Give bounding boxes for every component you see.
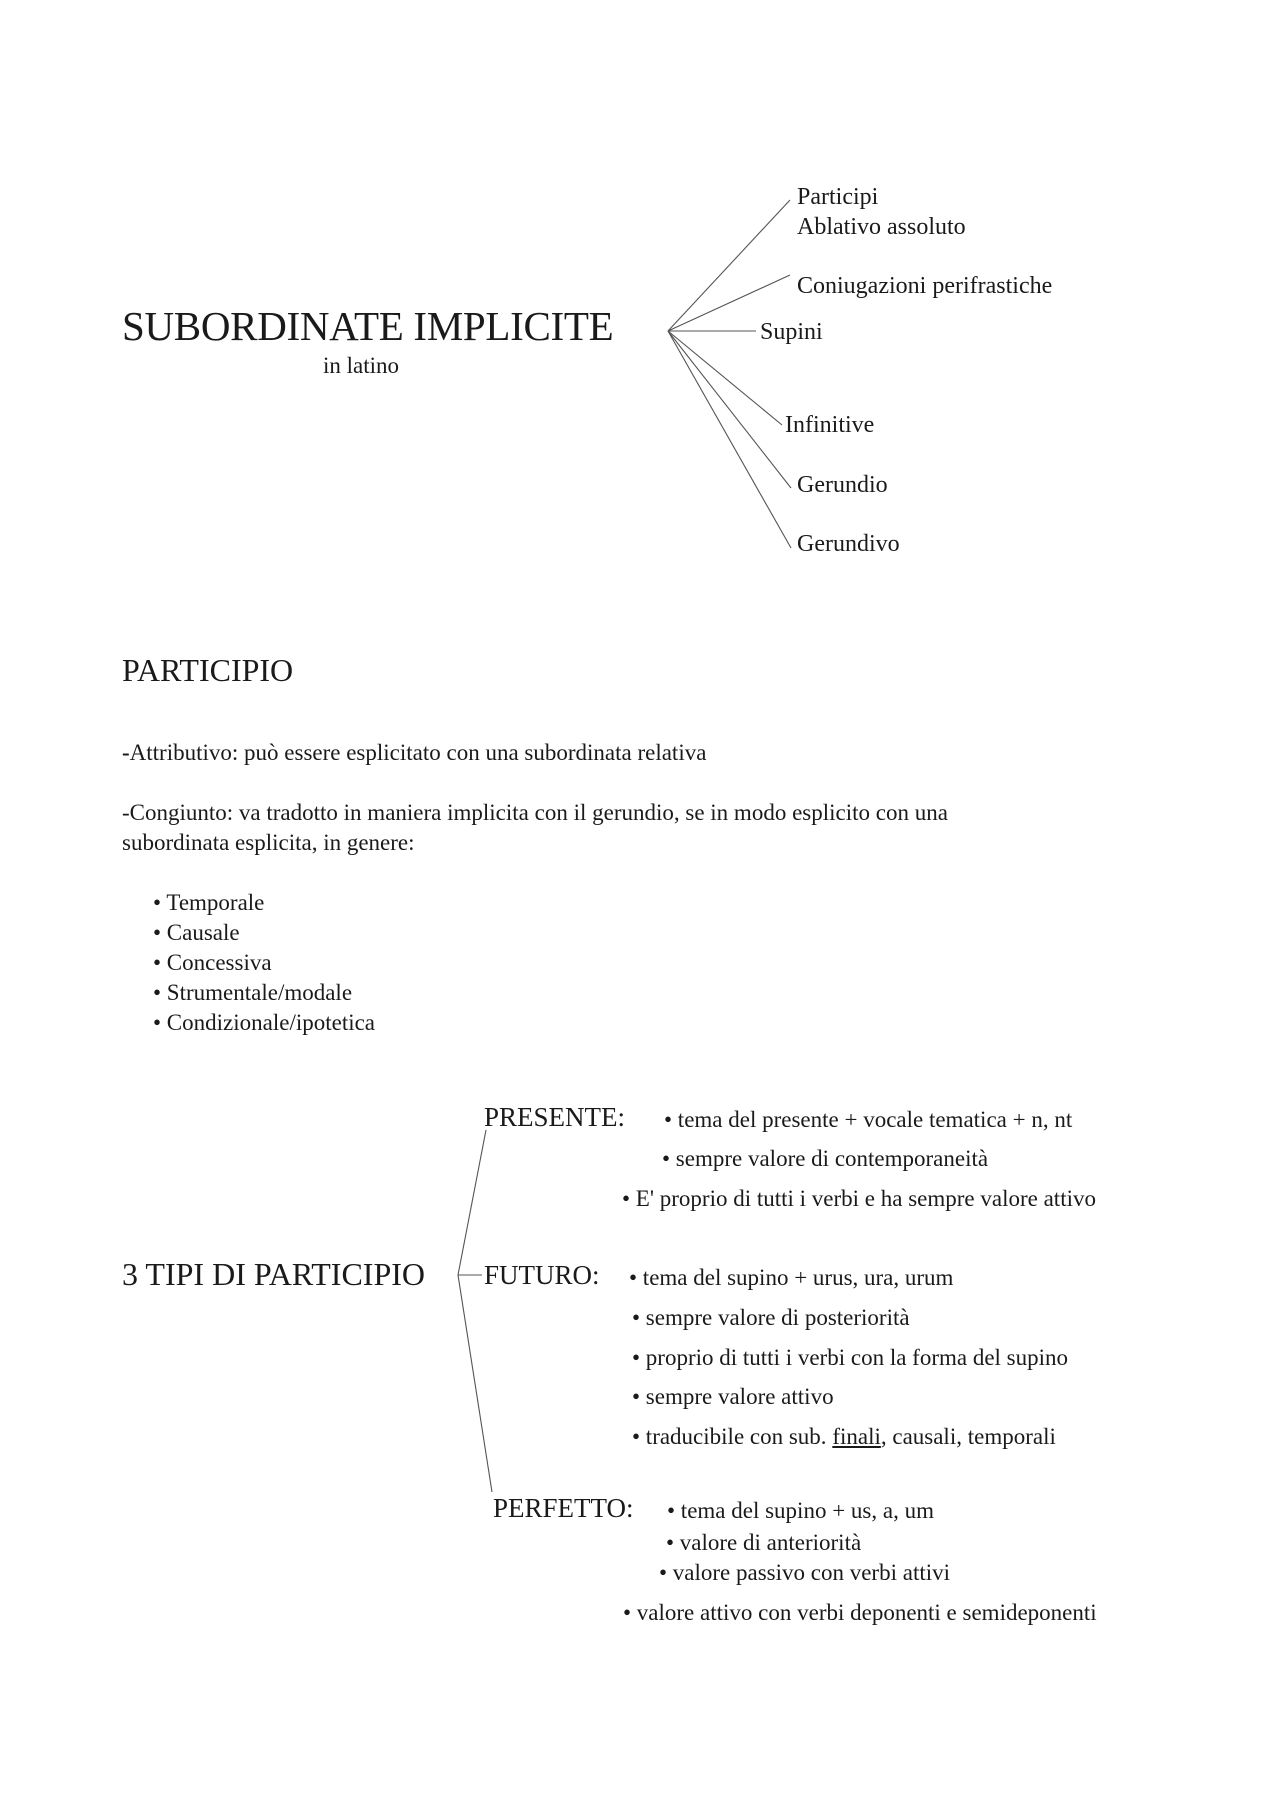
connector-gerundio (668, 331, 791, 488)
attributivo-line (122, 740, 706, 766)
branch-gerundio: Gerundio (797, 472, 888, 498)
branch-ablativo-assoluto: Ablativo assoluto (797, 214, 966, 240)
futuro-last-underlined: finali (832, 1424, 881, 1449)
futuro-item: • sempre valore di posteriorità (632, 1305, 910, 1330)
perfetto-label: PERFETTO: (493, 1493, 634, 1523)
connector-perfetto (458, 1275, 492, 1492)
futuro-item: • sempre valore attivo (632, 1384, 834, 1409)
perfetto-item: • valore passivo con verbi attivi (659, 1560, 951, 1585)
presente-label: PRESENTE: (484, 1102, 626, 1132)
list-item: • Temporale (153, 890, 265, 915)
attributivo-text: Attributivo: può essere esplicitato con una subordinata relativa (129, 740, 707, 765)
congiunto-line-2: subordinata esplicita, in genere: (122, 830, 415, 855)
connector-participi (668, 200, 790, 331)
list-item: • Causale (153, 920, 240, 945)
branch-gerundivo: Gerundivo (797, 531, 900, 557)
congiunto-line-1: -Congiunto: va tradotto in maniera implicita con il gerundio, se in modo esplicito con una (122, 800, 948, 825)
connector-gerundivo (668, 331, 791, 548)
tipi-heading: 3 TIPI DI PARTICIPIO (122, 1256, 425, 1292)
list-item: • Concessiva (153, 950, 272, 975)
futuro-label: FUTURO: (484, 1260, 600, 1290)
list-item: • Strumentale/modale (153, 980, 353, 1005)
participio-heading: PARTICIPIO (122, 652, 294, 688)
branch-supini: Supini (760, 319, 823, 345)
futuro-last-prefix: • traducibile con sub. (632, 1424, 833, 1449)
futuro-item-last (632, 1424, 1056, 1450)
perfetto-item: • valore di anteriorità (666, 1530, 862, 1555)
futuro-last-suffix: , causali, temporali (880, 1424, 1056, 1449)
perfetto-item: • tema del supino + us, a, um (667, 1498, 934, 1523)
branch-infinitive: Infinitive (785, 412, 875, 438)
list-item: • Condizionale/ipotetica (153, 1010, 376, 1035)
perfetto-item: • valore attivo con verbi deponenti e semideponenti (623, 1600, 1097, 1625)
branch-participi: Participi (797, 184, 879, 210)
futuro-item: • tema del supino + urus, ura, urum (629, 1265, 954, 1290)
branch-coniugazioni: Coniugazioni perifrastiche (797, 273, 1053, 299)
presente-item: • sempre valore di contemporaneità (662, 1146, 989, 1171)
attributivo-dash: - (122, 740, 130, 765)
presente-item: • E' proprio di tutti i verbi e ha sempre valore attivo (622, 1186, 1096, 1211)
presente-item: • tema del presente + vocale tematica + n, nt (664, 1107, 1073, 1132)
futuro-item: • proprio di tutti i verbi con la forma del supino (632, 1345, 1069, 1370)
connector-presente (458, 1130, 486, 1275)
page-subtitle: in latino (323, 353, 400, 378)
page-title: SUBORDINATE IMPLICITE (122, 303, 614, 349)
